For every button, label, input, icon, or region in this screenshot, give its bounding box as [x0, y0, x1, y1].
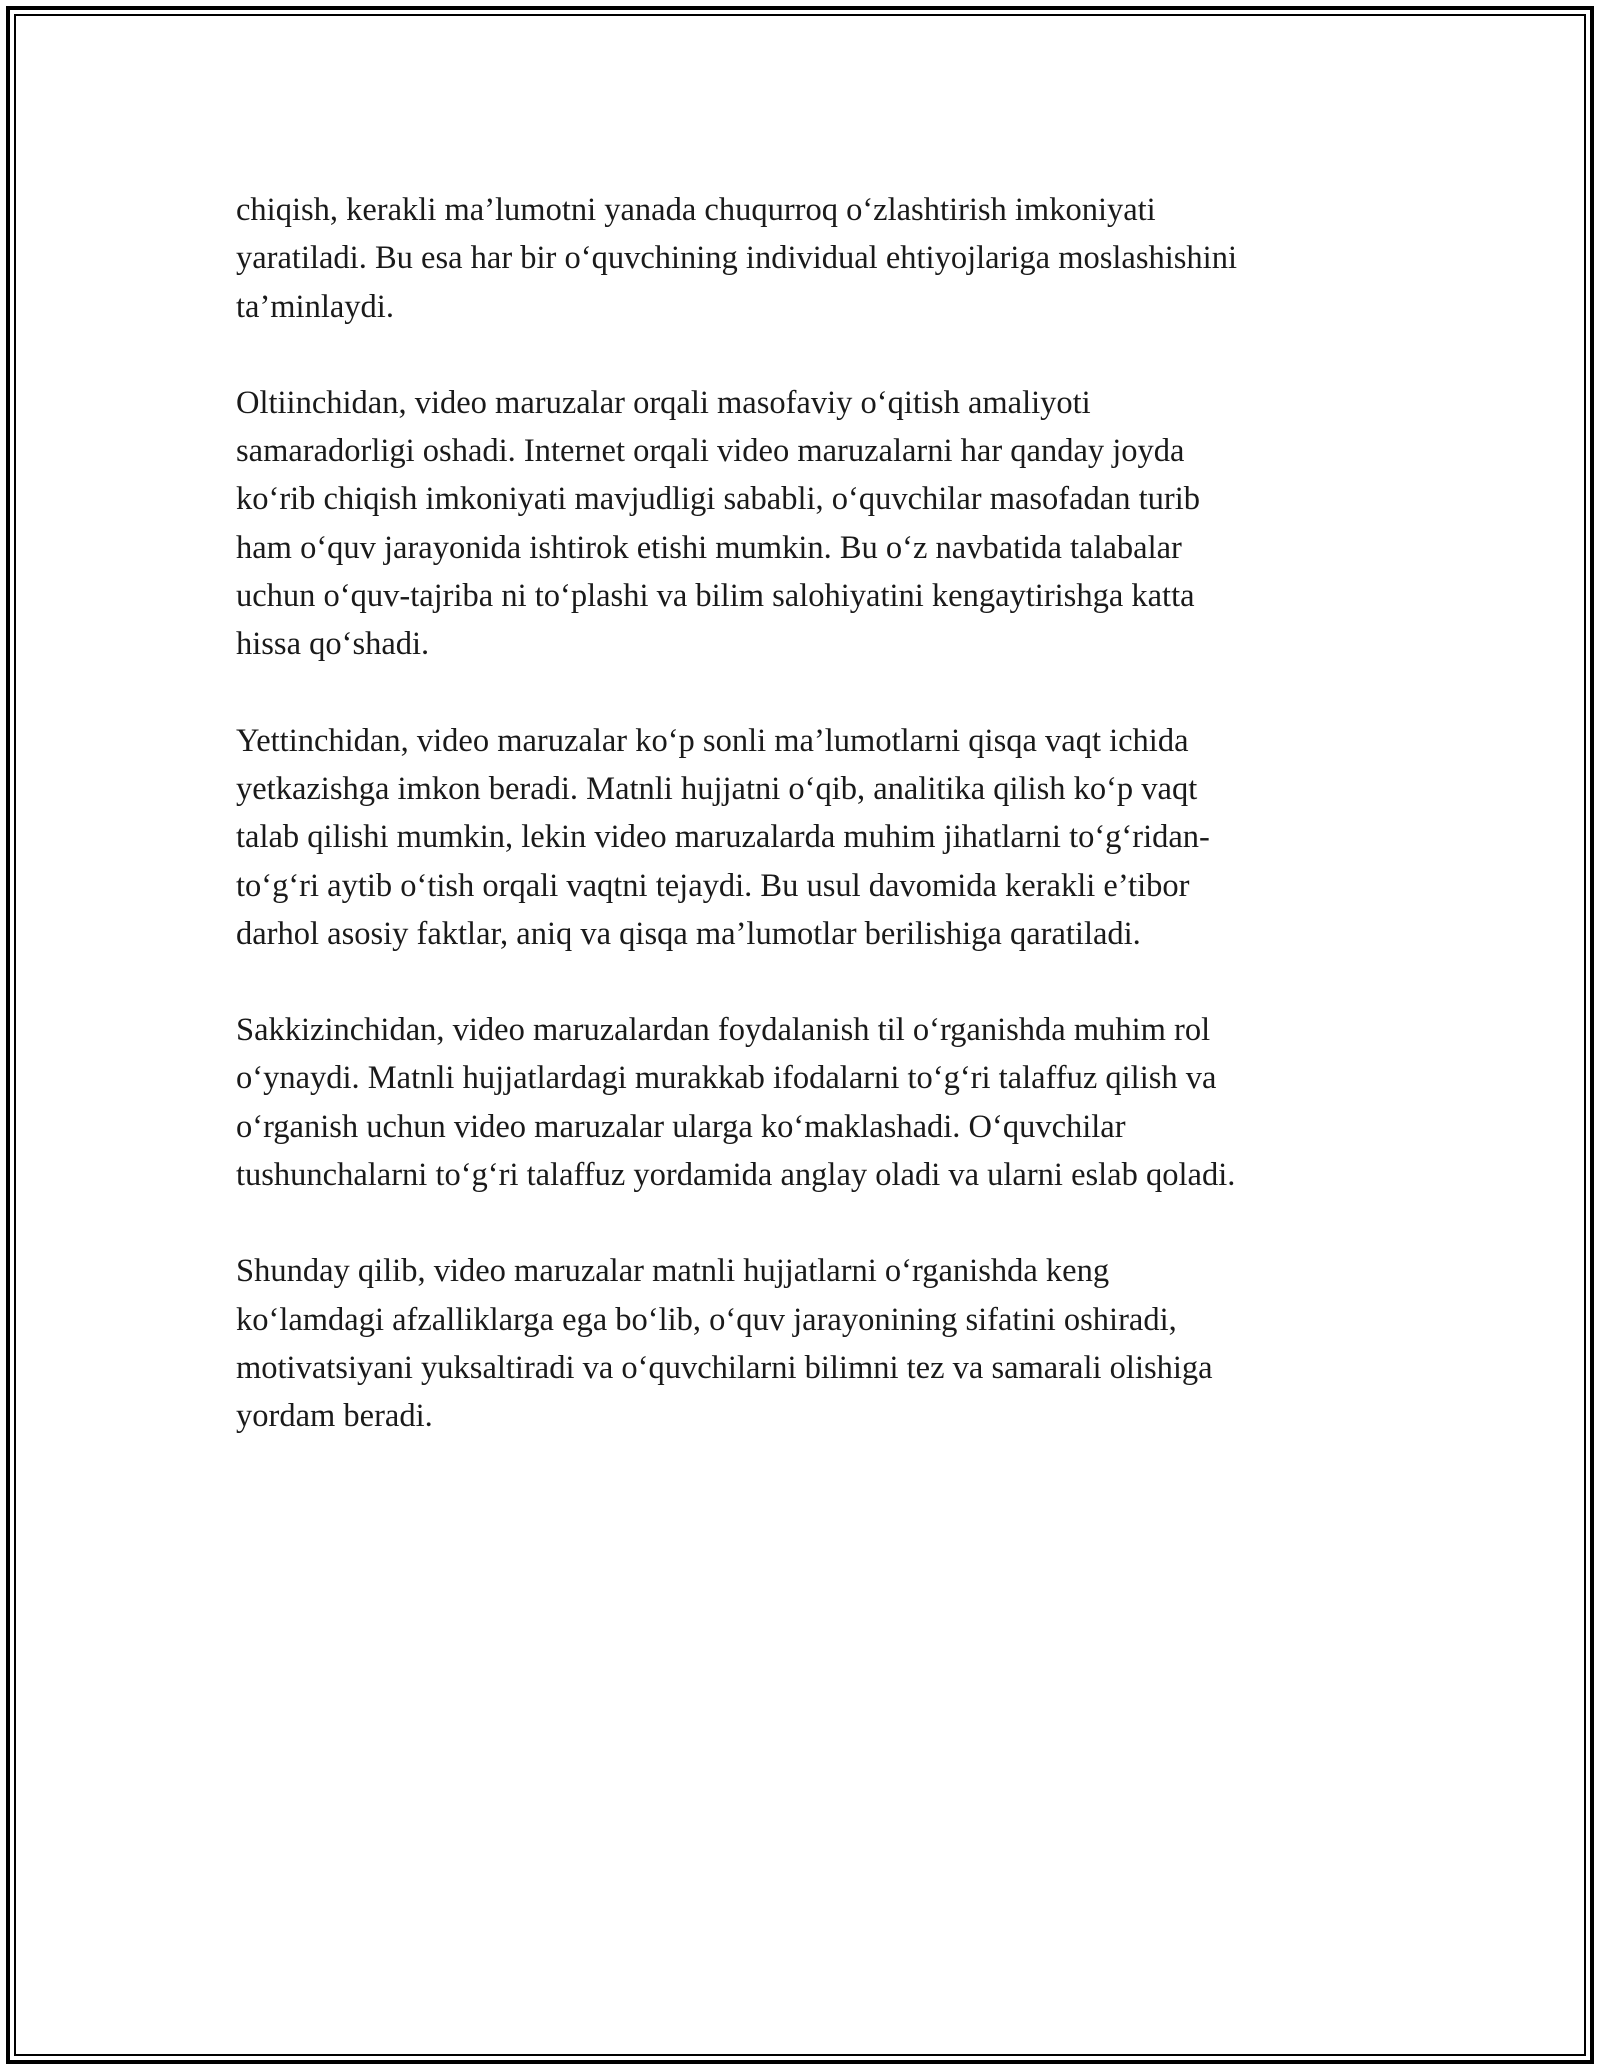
text-line: Yettinchidan, video maruzalar ko‘p sonli ma’lumotlarni qisqa vaqt ichida	[236, 722, 1189, 759]
text-line: talab qilishi mumkin, lekin video maruzalarda muhim jihatlarni to‘g‘ridan-	[236, 819, 1210, 856]
text-line: Sakkizinchidan, video maruzalardan foydalanish til o‘rganishda muhim rol	[236, 1012, 1211, 1049]
text-line: to‘g‘ri aytib o‘tish orqali vaqtni tejaydi. Bu usul davomida kerakli e’tibor	[236, 867, 1190, 904]
text-line: motivatsiyani yuksaltiradi va o‘quvchilarni bilimni tez va samarali olishiga	[236, 1349, 1213, 1386]
text-line: Shunday qilib, video maruzalar matnli hujjatlarni o‘rganishda keng	[236, 1253, 1110, 1290]
paragraph-sixth-point	[236, 379, 1376, 669]
text-line: yaratiladi. Bu esa har bir o‘quvchining individual ehtiyojlariga moslashishini	[236, 240, 1237, 277]
paragraph-seventh-point	[236, 717, 1376, 958]
text-line: tushunchalarni to‘g‘ri talaffuz yordamida anglay oladi va ularni eslab qoladi.	[236, 1157, 1236, 1194]
text-line: yordam beradi.	[236, 1398, 433, 1435]
text-line: ta’minlaydi.	[236, 288, 394, 325]
text-line: ko‘rib chiqish imkoniyati mavjudligi sababli, o‘quvchilar masofadan turib	[236, 481, 1200, 518]
text-line: o‘ynaydi. Matnli hujjatlardagi murakkab ifodalarni to‘g‘ri talaffuz qilish va	[236, 1060, 1217, 1097]
text-line: ham o‘quv jarayonida ishtirok etishi mumkin. Bu o‘z navbatida talabalar	[236, 529, 1182, 566]
text-line: uchun o‘quv-tajriba ni to‘plashi va bilim salohiyatini kengaytirishga katta	[236, 578, 1195, 615]
text-line: chiqish, kerakli ma’lumotni yanada chuqurroq o‘zlashtirish imkoniyati	[236, 192, 1156, 228]
text-line: hissa qo‘shadi.	[236, 626, 430, 663]
text-line: ko‘lamdagi afzalliklarga ega bo‘lib, o‘quv jarayonining sifatini oshiradi,	[236, 1301, 1177, 1338]
text-line: o‘rganish uchun video maruzalar ularga ko‘maklashadi. O‘quvchilar	[236, 1108, 1126, 1145]
paragraph-intro-continuation	[236, 186, 1376, 331]
page-content	[236, 186, 1376, 1489]
text-line: samaradorligi oshadi. Internet orqali video maruzalarni har qanday joyda	[236, 433, 1185, 470]
text-line: Oltiinchidan, video maruzalar orqali masofaviy o‘qitish amaliyoti	[236, 384, 1091, 421]
text-line: darhol asosiy faktlar, aniq va qisqa ma’lumotlar berilishiga qaratiladi.	[236, 915, 1141, 952]
text-line: yetkazishga imkon beradi. Matnli hujjatni o‘qib, analitika qilish ko‘p vaqt	[236, 770, 1198, 807]
paragraph-eighth-point	[236, 1006, 1376, 1199]
paragraph-conclusion	[236, 1247, 1376, 1440]
